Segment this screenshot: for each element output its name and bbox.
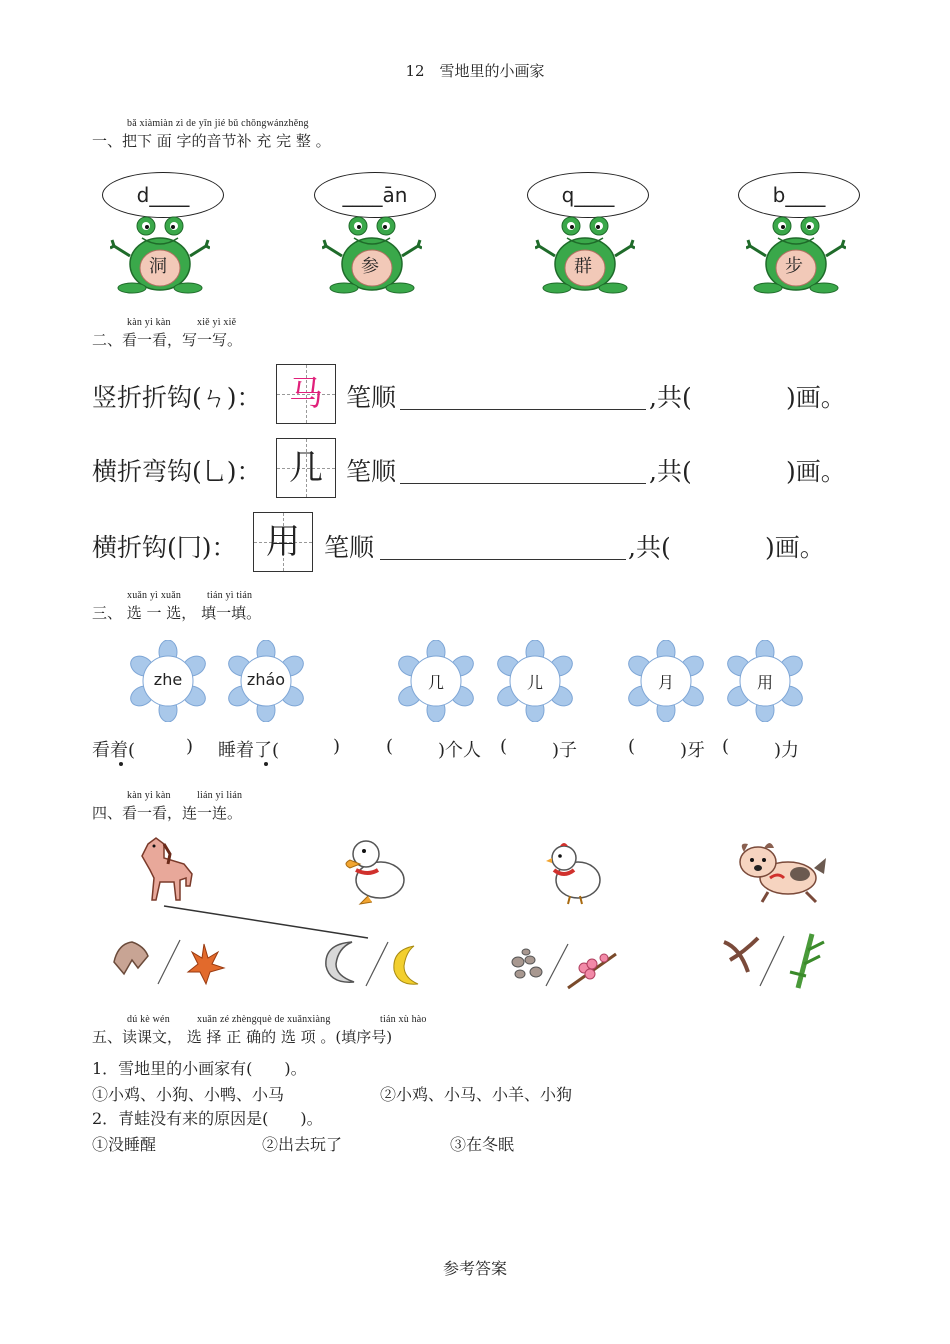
stroke-order-label: 笔顺 [346, 457, 397, 486]
q2-option-1[interactable]: ①没睡醒 [92, 1135, 157, 1154]
fill-close-2: ) [333, 736, 341, 757]
section2-pinyin-a: kàn yi kàn [127, 317, 171, 328]
stroke-order-line[interactable] [380, 558, 626, 560]
fill-word-5: )牙 [680, 740, 706, 761]
snowflake-label: zháo [246, 670, 286, 689]
footprint-pair[interactable] [108, 934, 228, 990]
snowflake-option[interactable] [397, 640, 475, 722]
grid-char: 几 [289, 448, 323, 488]
frog-char: 群 [574, 256, 592, 277]
moon-icon [394, 946, 418, 984]
section2-pinyin-b: xiě yì xiě [197, 317, 237, 328]
stroke-order-label: 笔顺 [324, 533, 375, 562]
stroke-count-label: ,共( [649, 457, 692, 486]
frog-char: 参 [361, 256, 379, 277]
horse-icon[interactable] [134, 834, 200, 906]
snowflake-label: 用 [756, 673, 773, 692]
q1-option-1[interactable]: ①小鸡、小狗、小鸭、小马 [92, 1085, 285, 1104]
stroke-count-label: ,共( [649, 383, 692, 412]
snowflake-option[interactable] [726, 640, 804, 722]
grid-char: 用 [266, 522, 300, 562]
snowflake-label: 儿 [526, 673, 543, 692]
footprint-pair[interactable] [720, 928, 840, 992]
frog-card [738, 172, 868, 297]
section5-heading: 五、读课文， 选 择 正 确的 选 项 。(填序号) [92, 1028, 393, 1046]
stroke-count-end: )画。 [765, 533, 825, 562]
pinyin-blank[interactable]: ____ān [314, 172, 436, 218]
fill-word-4: )子 [552, 740, 578, 761]
snowflake-option[interactable] [129, 640, 207, 722]
q2-option-2[interactable]: ②出去玩了 [262, 1135, 343, 1154]
fill-open-3: ( [386, 736, 394, 757]
question-1: 1．雪地里的小画家有( )。 [92, 1059, 307, 1078]
fill-word-3: )个人 [438, 740, 482, 761]
section5-pinyin-c: tián xù hào [380, 1014, 427, 1025]
stroke-count-end: )画。 [786, 457, 846, 486]
frog-card [102, 172, 232, 297]
frog-char: 洞 [149, 256, 167, 277]
maple-leaf-icon [188, 944, 224, 984]
section4-pinyin-a: kàn yi kàn [127, 790, 171, 801]
fill-close-1: ) [186, 736, 194, 757]
pinyin-blank[interactable]: q____ [527, 172, 649, 218]
bamboo-icon [790, 934, 824, 988]
snowflake-option[interactable] [227, 640, 305, 722]
answer-key-heading: 参考答案 [442, 1259, 507, 1278]
plum-blossom-icon [579, 954, 608, 979]
q1-option-2[interactable]: ②小鸡、小马、小羊、小狗 [380, 1085, 573, 1104]
section5-pinyin-b: xuǎn zé zhèngquè de xuǎnxiàng [197, 1014, 331, 1025]
stroke-count-label: ,共( [628, 533, 671, 562]
grid-char: 马 [289, 374, 323, 414]
frog-card [527, 172, 657, 297]
emphasis-dot [264, 762, 268, 766]
fork-shape-icon [724, 938, 758, 972]
chick-icon[interactable] [540, 838, 606, 908]
q2-option-3[interactable]: ③在冬眠 [450, 1135, 515, 1154]
stroke-count-end: )画。 [786, 383, 846, 412]
section3-pinyin-a: xuǎn yì xuǎn [127, 590, 182, 601]
stroke-label: 横折钩(冂)： [92, 533, 237, 562]
question-2: 2．青蛙没有来的原因是( )。 [92, 1109, 323, 1128]
stroke-label: 横折弯钩(乚)： [92, 457, 262, 486]
section3-heading: 三、 选 一 选， 填一填。 [92, 604, 262, 622]
section5-pinyin-a: dú kè wén [127, 1014, 170, 1025]
stroke-order-line[interactable] [400, 482, 646, 484]
fill-word-6: )力 [774, 740, 800, 761]
section1-heading: 一、把下 面 字的音节补 充 完 整 。 [92, 132, 331, 150]
pinyin-blank[interactable]: b____ [738, 172, 860, 218]
section2-heading: 二、看一看，写一写。 [92, 331, 243, 349]
tian-grid [276, 364, 336, 424]
stroke-order-label: 笔顺 [346, 383, 397, 412]
tian-grid [253, 512, 313, 572]
footprint-pair[interactable] [318, 934, 428, 990]
section3-pinyin-b: tián yì tián [207, 590, 253, 601]
dog-icon[interactable] [734, 838, 830, 908]
frog-card [314, 172, 444, 297]
snowflake-label: 月 [657, 673, 674, 692]
snowflake-label: zhe [153, 670, 183, 689]
duck-icon[interactable] [338, 834, 410, 906]
paw-prints-icon [512, 949, 542, 978]
footprint-pair[interactable] [506, 934, 626, 994]
leaf-shape-icon [114, 942, 148, 974]
fill-word-1: 看着( [92, 740, 136, 761]
fill-open-6: ( [722, 736, 730, 757]
page-title: 12 雪地里的小画家 [405, 62, 545, 80]
crescent-icon [326, 942, 354, 982]
snowflake-option[interactable] [496, 640, 574, 722]
snowflake-label: 几 [427, 673, 444, 692]
frog-char: 步 [785, 256, 803, 277]
section4-heading: 四、看一看，连一连。 [92, 804, 243, 822]
fill-word-2: 睡着了( [218, 740, 280, 761]
fill-open-5: ( [628, 736, 636, 757]
tian-grid [276, 438, 336, 498]
stroke-label: 竖折折钩(ㄣ)： [92, 383, 262, 412]
snowflake-option[interactable] [627, 640, 705, 722]
emphasis-dot [119, 762, 123, 766]
fill-open-4: ( [500, 736, 508, 757]
pinyin-blank[interactable]: d____ [102, 172, 224, 218]
stroke-order-line[interactable] [400, 408, 646, 410]
section1-pinyin: bǎ xiàmiàn zì de yīn jié bǔ chōngwánzhěng [127, 118, 309, 129]
section4-pinyin-b: lián yi lián [197, 790, 243, 801]
